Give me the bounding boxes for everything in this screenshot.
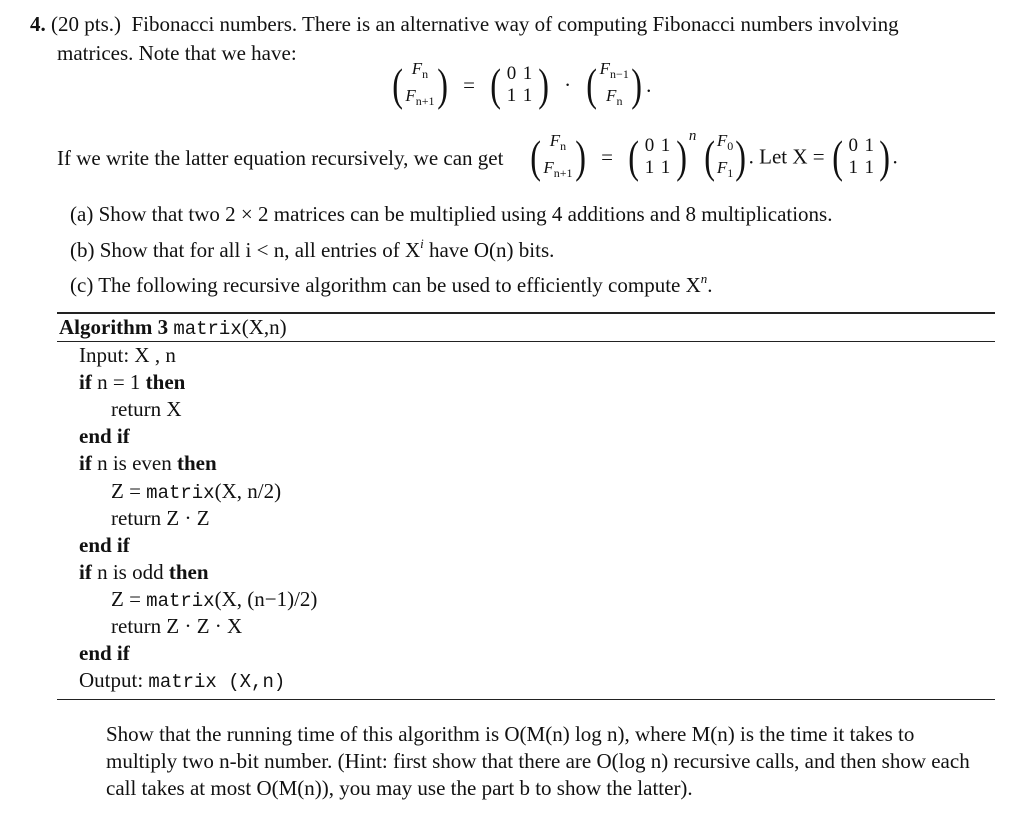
algorithm-code: matrix (X,n)	[148, 671, 286, 694]
part-c-text: The following recursive algorithm can be used to efficiently compute X	[98, 273, 701, 297]
algorithm-title-bold: Algorithm 3	[59, 315, 169, 339]
recursive-text: If we write the latter equation recursively, we can get	[57, 146, 504, 170]
let-x-text: . Let X =	[748, 144, 825, 169]
algorithm-condition: n is even	[91, 451, 177, 476]
algorithm-line	[79, 668, 285, 693]
algorithm-title-code: matrix	[173, 318, 242, 340]
algorithm-line	[79, 560, 209, 585]
algorithm-title-args: (X,n)	[241, 315, 287, 339]
algorithm-text: Output:	[79, 668, 149, 693]
equation-1: ( $F_n$ $F_{n+1}$) = ( 0 1 1 1 ) · ( $F_{n-1}$ $F_n$ ) .	[392, 59, 652, 110]
problem-intro-line2: matrices. Note that we have:	[57, 41, 297, 65]
conclusion-line3: call takes at most O(M(n)), you may use the part b to show the latter).	[106, 776, 693, 800]
exponent-n: n	[688, 128, 697, 144]
algorithm-line	[79, 424, 130, 449]
algorithm-code: matrix	[146, 481, 215, 504]
algorithm-line	[111, 506, 210, 531]
algorithm-top-rule	[57, 312, 995, 314]
algorithm-title-rule	[57, 341, 995, 342]
algorithm-text: Input: X , n	[79, 343, 176, 367]
algorithm-line	[79, 370, 185, 395]
algorithm-text: (X, n/2)	[214, 478, 282, 503]
conclusion-line2: multiply two n-bit number. (Hint: first show that there are O(log n) recursive calls, and then show each	[106, 749, 970, 773]
algorithm-keyword: end if	[79, 424, 130, 449]
problem-points: (20 pts.)	[51, 12, 121, 36]
part-b-sup: i	[420, 236, 424, 251]
algorithm-condition: n is odd	[91, 559, 169, 584]
part-b	[70, 236, 554, 263]
algorithm-keyword: if	[79, 370, 92, 395]
algorithm-condition: n = 1	[91, 370, 146, 395]
part-b-label: (b)	[70, 238, 95, 262]
algorithm-keyword: end if	[79, 641, 130, 666]
part-a-text: Show that two 2 × 2 matrices can be multiplied using 4 additions and 8 multiplications.	[98, 202, 833, 226]
part-c-text-after: .	[707, 273, 713, 297]
part-b-text-after: have O(n) bits.	[423, 238, 555, 262]
part-c-sup: n	[700, 271, 708, 286]
algorithm-keyword: end if	[79, 532, 130, 557]
algorithm-bottom-rule	[57, 699, 995, 700]
part-c-label: (c)	[70, 273, 94, 297]
equation-2: ( $F_n$ $F_{n+1}$) = ( 0 1 1 1 ) $^n$ ( $F_0$ $F_1$) . Let X = ( 0 1 1 1 ) .	[530, 128, 898, 183]
algorithm-text: return Z · Z · X	[111, 614, 243, 638]
algorithm-line	[79, 641, 130, 666]
algorithm-line	[79, 533, 130, 558]
conclusion-line1: Show that the running time of this algorithm is O(M(n) log n), where M(n) is the time it takes to	[106, 722, 915, 746]
problem-intro-line1: Fibonacci numbers. There is an alternative way of computing Fibonacci numbers involving	[131, 12, 899, 36]
algorithm-text: return Z · Z	[111, 505, 210, 530]
part-c	[70, 271, 713, 298]
algorithm-keyword: if	[79, 451, 92, 476]
part-b-text: Show that for all i < n, all entries of X	[99, 238, 421, 262]
part-a	[70, 202, 832, 227]
algorithm-code: matrix	[146, 589, 215, 612]
algorithm-title	[59, 315, 287, 340]
problem-number: 4.	[30, 12, 46, 36]
algorithm-text: Z =	[111, 478, 147, 503]
algorithm-text: (X, (n−1)/2)	[214, 586, 318, 611]
part-a-label: (a)	[70, 202, 94, 226]
algorithm-keyword: then	[176, 451, 217, 476]
algorithm-line	[79, 343, 176, 368]
algorithm-line	[111, 397, 182, 422]
algorithm-line	[111, 614, 242, 639]
algorithm-line	[79, 451, 217, 476]
algorithm-line	[111, 587, 317, 612]
algorithm-keyword: if	[79, 559, 92, 584]
algorithm-keyword: then	[145, 370, 186, 395]
algorithm-keyword: then	[168, 559, 209, 584]
algorithm-text: Z =	[111, 586, 147, 611]
algorithm-line	[111, 479, 281, 504]
problem-header	[30, 12, 1000, 37]
algorithm-text: return X	[111, 397, 182, 422]
